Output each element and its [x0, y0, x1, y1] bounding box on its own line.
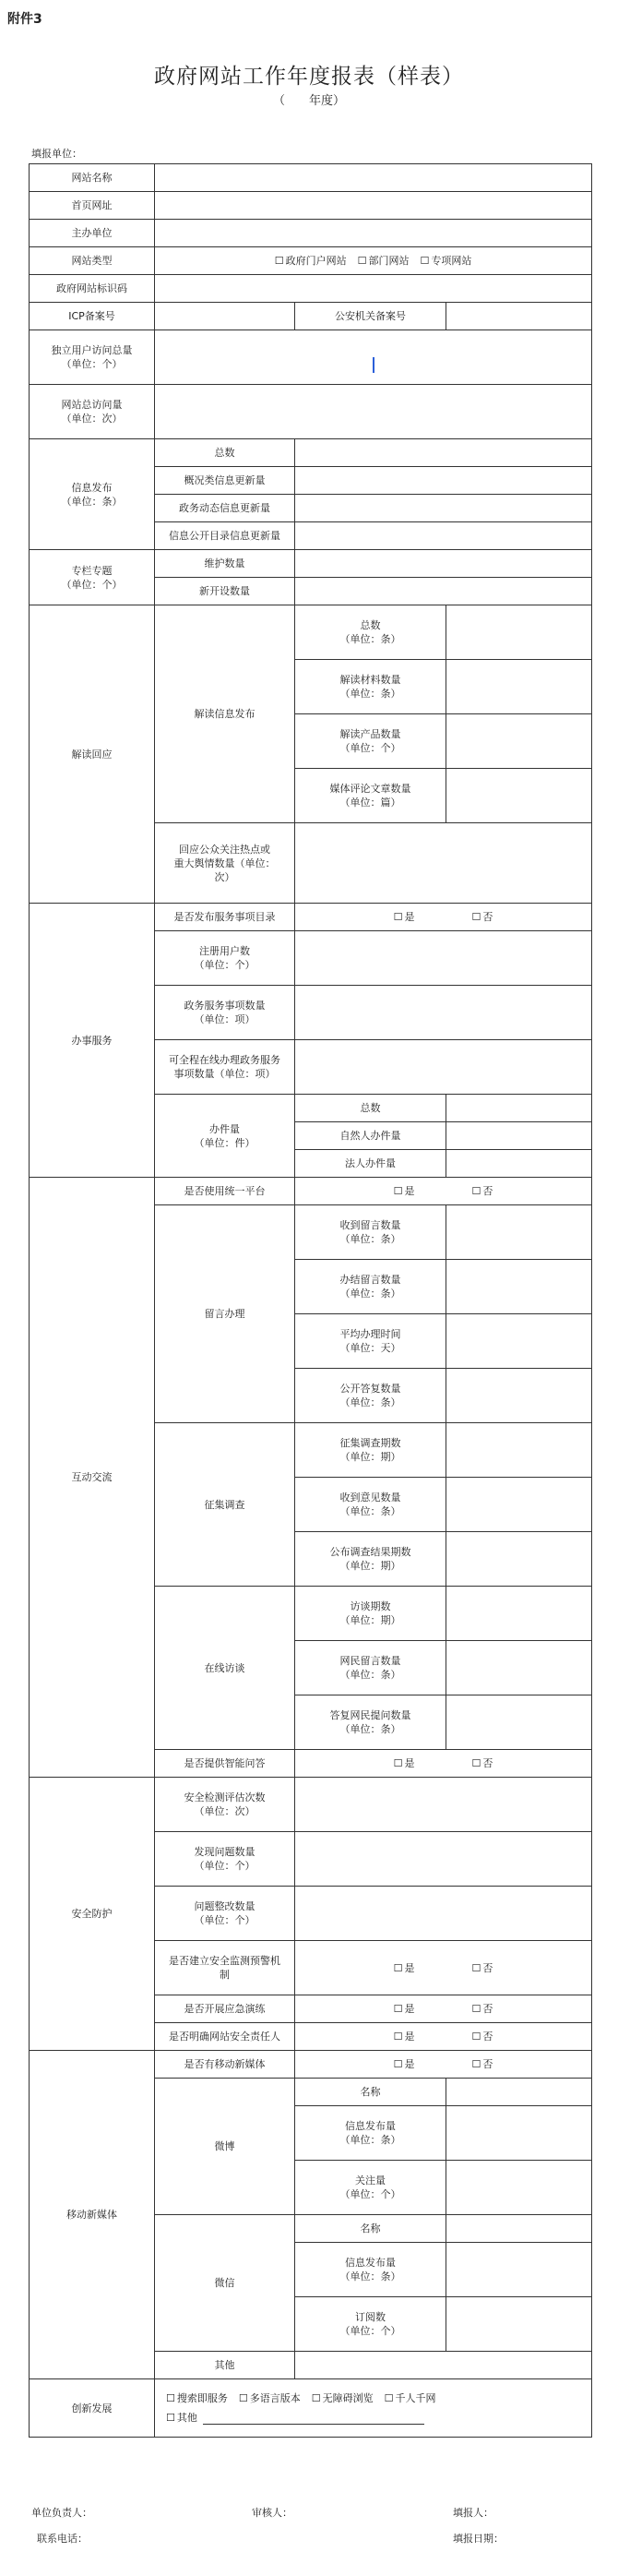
checkbox-icon: ☐ — [471, 1185, 481, 1197]
svc-handled-item: 自然人办件量 — [295, 1122, 446, 1150]
checkbox-icon: ☐ — [471, 2003, 481, 2015]
weibo-item: 关注量 （单位：个） — [295, 2161, 446, 2215]
checkbox-icon: ☐ — [166, 2392, 175, 2404]
label-site-type: 网站类型 — [30, 247, 155, 275]
checkbox-icon: ☐ — [393, 2058, 403, 2070]
input-message[interactable] — [446, 1314, 592, 1369]
input-pv[interactable] — [155, 385, 592, 439]
sec-warn-no-checkbox[interactable]: ☐ 否 — [471, 1961, 493, 1974]
label-sec-owner: 是否明确网站安全责任人 — [155, 2023, 295, 2051]
footer-date: 填报日期： — [453, 2533, 504, 2545]
input-column[interactable] — [295, 578, 592, 605]
checkbox-icon: ☐ — [238, 2392, 248, 2404]
text-cursor — [373, 357, 374, 373]
talk-item: 网民留言数量 （单位：条） — [295, 1641, 446, 1695]
label-sec-detect: 安全检测评估次数 （单位：次） — [155, 1778, 295, 1832]
label-interaction: 互动交流 — [30, 1178, 155, 1778]
label-home-url: 首页网址 — [30, 192, 155, 220]
input-wechat[interactable] — [446, 2297, 592, 2352]
label-site-code: 政府网站标识码 — [30, 275, 155, 303]
checkbox-icon: ☐ — [311, 2392, 321, 2404]
input-sec-found[interactable] — [295, 1832, 592, 1887]
input-message[interactable] — [446, 1260, 592, 1314]
input-svc-handled[interactable] — [446, 1122, 592, 1150]
interpret-item: 解读材料数量 （单位：条） — [295, 660, 446, 714]
checkbox-icon: ☐ — [393, 1185, 403, 1197]
smart-qa-no-checkbox[interactable]: ☐ 否 — [471, 1757, 493, 1769]
label-svc-catalog: 是否发布服务事项目录 — [155, 904, 295, 931]
input-hot-response[interactable] — [295, 823, 592, 904]
input-weibo[interactable] — [446, 2161, 592, 2215]
label-mobile-other: 其他 — [155, 2352, 295, 2379]
label-uv: 独立用户访问总量 （单位：个） — [30, 330, 155, 385]
input-interpret[interactable] — [446, 605, 592, 660]
label-pv: 网站总访问量 （单位：次） — [30, 385, 155, 439]
innovation-options — [155, 2379, 592, 2438]
checkbox-icon: ☐ — [393, 2003, 403, 2015]
has-mobile-yes-checkbox[interactable]: ☐ 是 — [393, 2058, 415, 2070]
input-info-publish[interactable] — [295, 522, 592, 550]
input-info-publish[interactable] — [295, 467, 592, 495]
info-publish-item: 政务动态信息更新量 — [155, 495, 295, 522]
sec-drill-yes-checkbox[interactable]: ☐ 是 — [393, 2003, 415, 2015]
checkbox-icon: ☐ — [384, 2392, 394, 2404]
input-weibo[interactable] — [446, 2079, 592, 2106]
label-online-talk: 在线访谈 — [155, 1587, 295, 1750]
footer-unit-head: 单位负责人： — [31, 2507, 92, 2519]
checkbox-icon: ☐ — [393, 1757, 403, 1769]
input-survey[interactable] — [446, 1478, 592, 1532]
checkbox-icon: ☐ — [420, 255, 430, 267]
innovation-other-checkbox[interactable]: ☐ 其他 — [166, 2412, 197, 2424]
platform-options — [295, 1178, 592, 1205]
site-type-option-2[interactable]: ☐ 专项网站 — [420, 255, 472, 267]
input-weibo[interactable] — [446, 2106, 592, 2161]
talk-item: 访谈期数 （单位：期） — [295, 1587, 446, 1641]
has-mobile-options — [295, 2051, 592, 2079]
input-talk[interactable] — [446, 1695, 592, 1750]
checkbox-icon: ☐ — [357, 255, 367, 267]
sec-warn-options — [295, 1941, 592, 1995]
page-subtitle: （ 年度） — [272, 94, 345, 108]
label-sec-found: 发现问题数量 （单位：个） — [155, 1832, 295, 1887]
label-police: 公安机关备案号 — [295, 303, 446, 330]
input-svc-items[interactable] — [295, 986, 592, 1040]
label-sec-fixed: 问题整改数量 （单位：个） — [155, 1887, 295, 1941]
report-table — [29, 163, 592, 2438]
label-icp: ICP备案号 — [30, 303, 155, 330]
input-mobile-other[interactable] — [295, 2352, 592, 2379]
input-police[interactable] — [446, 303, 592, 330]
label-svc-users: 注册用户数 （单位：个） — [155, 931, 295, 986]
sec-owner-options — [295, 2023, 592, 2051]
innovation-option-3[interactable]: ☐ 千人千网 — [384, 2392, 436, 2404]
label-svc-items: 政务服务事项数量 （单位：项） — [155, 986, 295, 1040]
label-svc-handled: 办件量 （单位：件） — [155, 1095, 295, 1178]
innovation-other-line[interactable] — [203, 2413, 424, 2425]
attachment-label: 附件3 — [7, 12, 42, 27]
input-svc-users[interactable] — [295, 931, 592, 986]
platform-no-checkbox[interactable]: ☐ 否 — [471, 1185, 493, 1197]
input-survey[interactable] — [446, 1532, 592, 1587]
input-talk[interactable] — [446, 1587, 592, 1641]
input-survey[interactable] — [446, 1423, 592, 1478]
input-sec-fixed[interactable] — [295, 1887, 592, 1941]
input-talk[interactable] — [446, 1641, 592, 1695]
wechat-item: 订阅数 （单位：个） — [295, 2297, 446, 2352]
survey-item: 公布调查结果期数 （单位：期） — [295, 1532, 446, 1587]
label-site-name: 网站名称 — [30, 164, 155, 192]
svc-catalog-yes-checkbox[interactable]: ☐ 是 — [393, 911, 415, 923]
input-interpret[interactable] — [446, 660, 592, 714]
label-hot-response: 回应公众关注热点或 重大舆情数量（单位： 次） — [155, 823, 295, 904]
input-interpret[interactable] — [446, 769, 592, 823]
input-message[interactable] — [446, 1369, 592, 1423]
footer-filler: 填报人： — [453, 2507, 493, 2519]
input-home-url[interactable] — [155, 192, 592, 220]
checkbox-icon: ☐ — [471, 2058, 481, 2070]
svc-handled-item: 总数 — [295, 1095, 446, 1122]
weibo-item: 名称 — [295, 2079, 446, 2106]
checkbox-icon: ☐ — [393, 2031, 403, 2043]
message-item: 公开答复数量 （单位：条） — [295, 1369, 446, 1423]
interpret-item: 媒体评论文章数量 （单位：篇） — [295, 769, 446, 823]
talk-item: 答复网民提问数量 （单位：条） — [295, 1695, 446, 1750]
info-publish-item: 总数 — [155, 439, 295, 467]
label-wechat: 微信 — [155, 2215, 295, 2352]
weibo-item: 信息发布量 （单位：条） — [295, 2106, 446, 2161]
message-item: 平均办理时间 （单位：天） — [295, 1314, 446, 1369]
input-svc-handled[interactable] — [446, 1150, 592, 1178]
label-has-mobile: 是否有移动新媒体 — [155, 2051, 295, 2079]
input-site-name[interactable] — [155, 164, 592, 192]
sec-warn-yes-checkbox[interactable]: ☐ 是 — [393, 1961, 415, 1974]
input-wechat[interactable] — [446, 2215, 592, 2243]
site-type-option-1[interactable]: ☐ 部门网站 — [357, 255, 410, 267]
checkbox-icon: ☐ — [471, 2031, 481, 2043]
input-icp[interactable] — [155, 303, 295, 330]
message-item: 办结留言数量 （单位：条） — [295, 1260, 446, 1314]
input-column[interactable] — [295, 550, 592, 578]
sec-owner-no-checkbox[interactable]: ☐ 否 — [471, 2031, 493, 2043]
interpret-item: 解读产品数量 （单位：个） — [295, 714, 446, 769]
column-item: 维护数量 — [155, 550, 295, 578]
filler-unit-label: 填报单位： — [31, 148, 82, 160]
input-svc-handled[interactable] — [446, 1095, 592, 1122]
label-interpret-publish: 解读信息发布 — [155, 605, 295, 823]
label-info-publish: 信息发布 （单位：条） — [30, 439, 155, 550]
input-host-unit[interactable] — [155, 220, 592, 247]
sec-drill-options — [295, 1995, 592, 2023]
label-security: 安全防护 — [30, 1778, 155, 2051]
footer-phone: 联系电话： — [37, 2533, 88, 2545]
has-mobile-no-checkbox[interactable]: ☐ 否 — [471, 2058, 493, 2070]
checkbox-icon: ☐ — [471, 911, 481, 923]
input-interpret[interactable] — [446, 714, 592, 769]
label-smart-qa: 是否提供智能问答 — [155, 1750, 295, 1778]
wechat-item: 名称 — [295, 2215, 446, 2243]
checkbox-icon: ☐ — [393, 1961, 403, 1974]
message-item: 收到留言数量 （单位：条） — [295, 1205, 446, 1260]
svc-catalog-options — [295, 904, 592, 931]
site-type-option-0[interactable]: ☐ 政府门户网站 — [274, 255, 347, 267]
info-publish-item: 信息公开目录信息更新量 — [155, 522, 295, 550]
checkbox-icon: ☐ — [274, 255, 284, 267]
wechat-item: 信息发布量 （单位：条） — [295, 2243, 446, 2297]
innovation-option-0[interactable]: ☐ 搜索即服务 — [166, 2392, 228, 2404]
label-host-unit: 主办单位 — [30, 220, 155, 247]
input-info-publish[interactable] — [295, 439, 592, 467]
page-title: 政府网站工作年度报表（样表） — [154, 65, 464, 89]
label-services: 办事服务 — [30, 904, 155, 1178]
smart-qa-yes-checkbox[interactable]: ☐ 是 — [393, 1757, 415, 1769]
sec-drill-no-checkbox[interactable]: ☐ 否 — [471, 2003, 493, 2015]
input-sec-detect[interactable] — [295, 1778, 592, 1832]
label-survey: 征集调查 — [155, 1423, 295, 1587]
checkbox-icon: ☐ — [166, 2412, 175, 2424]
checkbox-icon: ☐ — [393, 911, 403, 923]
input-info-publish[interactable] — [295, 495, 592, 522]
column-item: 新开设数量 — [155, 578, 295, 605]
input-svc-online[interactable] — [295, 1040, 592, 1095]
label-column: 专栏专题 （单位：个） — [30, 550, 155, 605]
label-innovation: 创新发展 — [30, 2379, 155, 2438]
survey-item: 收到意见数量 （单位：条） — [295, 1478, 446, 1532]
label-svc-online: 可全程在线办理政务服务 事项数量（单位：项） — [155, 1040, 295, 1095]
sec-owner-yes-checkbox[interactable]: ☐ 是 — [393, 2031, 415, 2043]
label-platform: 是否使用统一平台 — [155, 1178, 295, 1205]
svc-catalog-no-checkbox[interactable]: ☐ 否 — [471, 911, 493, 923]
checkbox-icon: ☐ — [471, 1961, 481, 1974]
input-site-code[interactable] — [155, 275, 592, 303]
label-message: 留言办理 — [155, 1205, 295, 1423]
innovation-option-2[interactable]: ☐ 无障碍浏览 — [311, 2392, 374, 2404]
footer-reviewer: 审核人： — [252, 2507, 292, 2519]
site-type-options — [155, 247, 592, 275]
info-publish-item: 概况类信息更新量 — [155, 467, 295, 495]
label-interpret: 解读回应 — [30, 605, 155, 904]
smart-qa-options — [295, 1750, 592, 1778]
interpret-item: 总数 （单位：条） — [295, 605, 446, 660]
input-message[interactable] — [446, 1205, 592, 1260]
platform-yes-checkbox[interactable]: ☐ 是 — [393, 1185, 415, 1197]
input-wechat[interactable] — [446, 2243, 592, 2297]
label-sec-warn: 是否建立安全监测预警机 制 — [155, 1941, 295, 1995]
survey-item: 征集调查期数 （单位：期） — [295, 1423, 446, 1478]
svc-handled-item: 法人办件量 — [295, 1150, 446, 1178]
checkbox-icon: ☐ — [471, 1757, 481, 1769]
innovation-option-1[interactable]: ☐ 多语言版本 — [238, 2392, 301, 2404]
label-sec-drill: 是否开展应急演练 — [155, 1995, 295, 2023]
label-weibo: 微博 — [155, 2079, 295, 2215]
label-mobile: 移动新媒体 — [30, 2051, 155, 2379]
